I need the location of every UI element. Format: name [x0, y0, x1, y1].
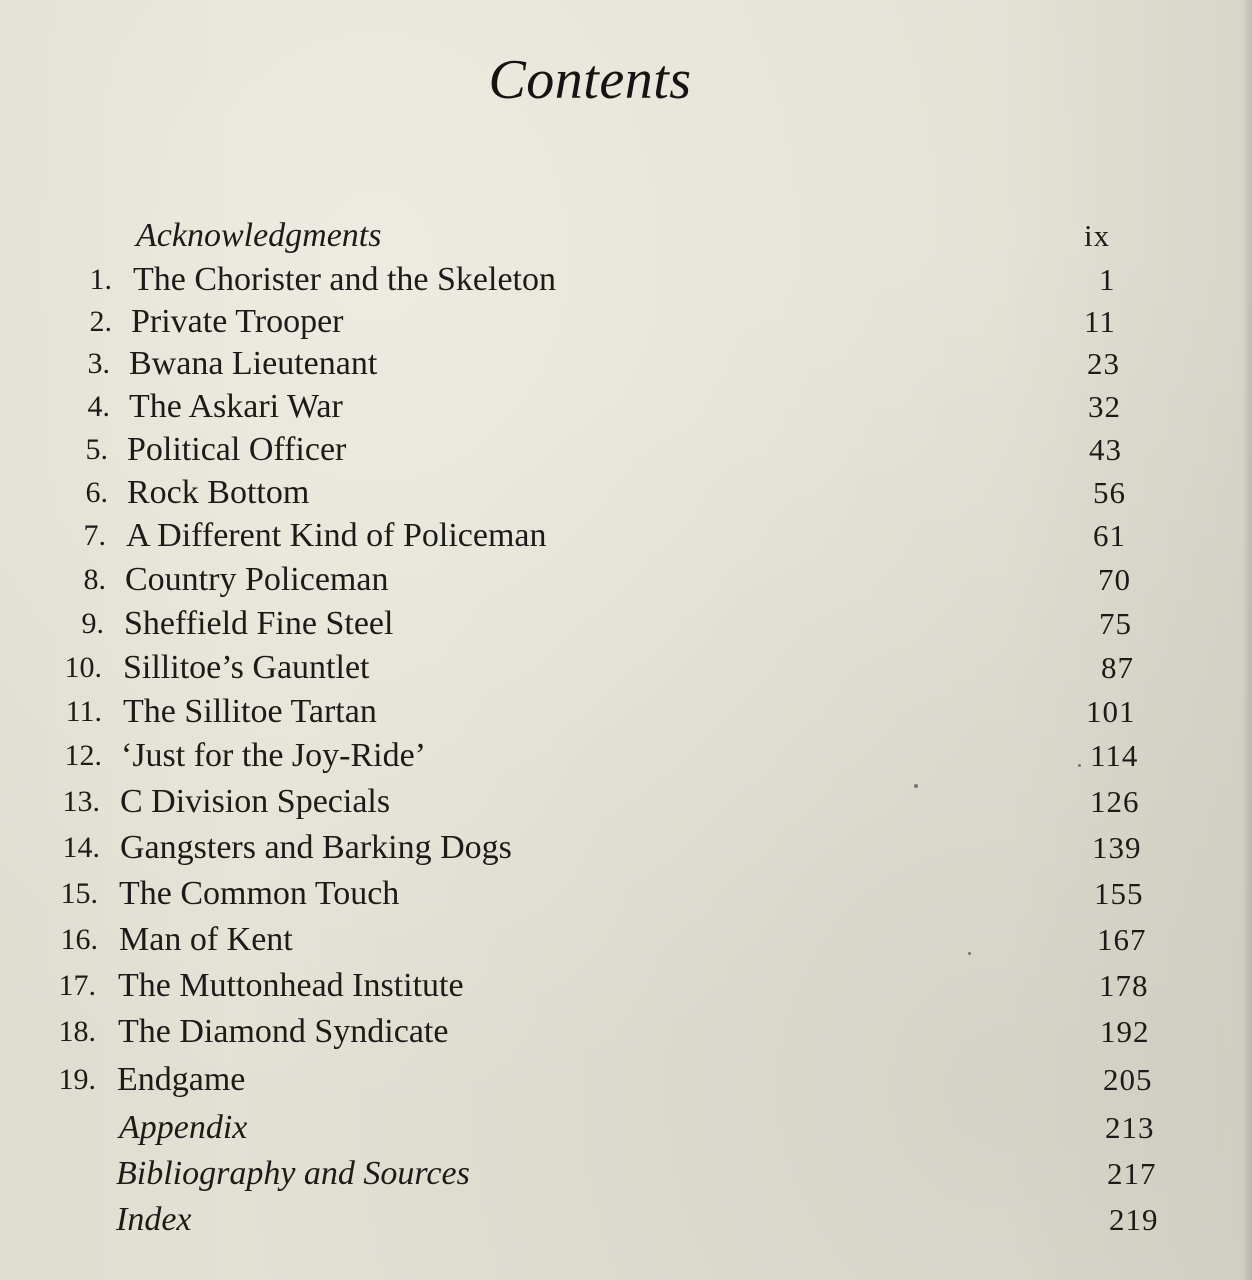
chapter-number: 16.	[60, 923, 98, 956]
chapter-title: Sillitoe’s Gauntlet	[123, 649, 370, 686]
chapter-number: 17.	[58, 969, 96, 1002]
toc-entry	[0, 385, 1252, 429]
page-number: 23	[1087, 346, 1120, 381]
toc-entry	[0, 872, 1252, 916]
chapter-number: 13.	[62, 785, 100, 818]
chapter-number: 3.	[87, 347, 110, 380]
chapter-title: The Askari War	[129, 388, 343, 425]
chapter-title: Man of Kent	[119, 921, 293, 958]
page-number: 126	[1090, 784, 1140, 819]
page-number: 11	[1084, 304, 1116, 339]
chapter-title: Bwana Lieutenant	[129, 345, 378, 382]
chapter-title: Sheffield Fine Steel	[124, 605, 394, 642]
paper-speck	[968, 952, 971, 955]
page-number: 192	[1100, 1014, 1150, 1049]
page-number: 32	[1088, 389, 1121, 424]
toc-entry	[0, 964, 1252, 1008]
toc-entry	[0, 780, 1252, 824]
paper-speck	[914, 784, 918, 788]
chapter-title: The Chorister and the Skeleton	[133, 261, 557, 298]
toc-entry	[0, 734, 1252, 778]
section-title: Bibliography and Sources	[116, 1155, 470, 1192]
toc-entry	[0, 558, 1252, 602]
page-number: 205	[1103, 1062, 1153, 1097]
chapter-title: C Division Specials	[120, 783, 391, 820]
chapter-number: 19.	[58, 1063, 96, 1096]
chapter-title: Political Officer	[127, 431, 347, 468]
page-number: 1	[1099, 262, 1116, 297]
chapter-number: 5.	[85, 433, 108, 466]
chapter-number: 11.	[65, 695, 102, 728]
section-title: Index	[116, 1201, 192, 1238]
chapter-title: The Muttonhead Institute	[118, 967, 464, 1004]
page-number: 43	[1089, 432, 1122, 467]
toc-entry	[0, 690, 1252, 734]
paper-speck	[1078, 764, 1081, 767]
toc-entry	[0, 646, 1252, 690]
chapter-number: 2.	[89, 305, 112, 338]
section-title: Acknowledgments	[136, 217, 382, 254]
chapter-number: 8.	[83, 563, 106, 596]
chapter-title: Private Trooper	[131, 303, 344, 340]
chapter-number: 18.	[58, 1015, 96, 1048]
chapter-number: 1.	[89, 263, 112, 296]
toc-entry	[0, 342, 1252, 386]
chapter-number: 9.	[81, 607, 104, 640]
toc-entry	[0, 826, 1252, 870]
chapter-number: 7.	[83, 519, 106, 552]
chapter-number: 6.	[85, 476, 108, 509]
toc-entry	[0, 300, 1252, 344]
chapter-title: Rock Bottom	[127, 474, 310, 511]
toc-entry	[0, 428, 1252, 472]
chapter-number: 12.	[64, 739, 102, 772]
toc-entry	[0, 214, 1252, 258]
toc-entry	[0, 1058, 1252, 1102]
toc-entry	[0, 1010, 1252, 1054]
toc-entry	[0, 258, 1252, 302]
chapter-number: 4.	[87, 390, 110, 423]
contents-title: Contents	[488, 49, 692, 111]
page-number: 155	[1094, 876, 1144, 911]
page-number: 75	[1099, 606, 1132, 641]
toc-entry	[0, 1106, 1252, 1150]
page-number: 87	[1101, 650, 1134, 685]
chapter-title: A Different Kind of Policeman	[126, 517, 547, 554]
chapter-number: 15.	[60, 877, 98, 910]
toc-entry	[0, 918, 1252, 962]
toc-entry	[0, 1198, 1252, 1242]
page-number: 139	[1092, 830, 1142, 865]
chapter-title: The Common Touch	[119, 875, 400, 912]
page-number: 61	[1093, 518, 1126, 553]
page-number: 70	[1098, 562, 1131, 597]
page-number: 167	[1097, 922, 1147, 957]
toc-entry	[0, 602, 1252, 646]
page-number: 101	[1086, 694, 1136, 729]
page-number: 219	[1109, 1202, 1159, 1237]
chapter-number: 10.	[64, 651, 102, 684]
chapter-title: The Sillitoe Tartan	[123, 693, 377, 730]
toc-entry	[0, 1152, 1252, 1196]
chapter-title: Gangsters and Barking Dogs	[120, 829, 512, 866]
section-title: Appendix	[119, 1109, 248, 1146]
page-number: 213	[1105, 1110, 1155, 1145]
toc-entry	[0, 514, 1252, 558]
chapter-title: The Diamond Syndicate	[118, 1013, 449, 1050]
chapter-number: 14.	[62, 831, 100, 864]
page-number: 178	[1099, 968, 1149, 1003]
page-number: ix	[1084, 218, 1111, 253]
toc-entry	[0, 471, 1252, 515]
page-number: 56	[1093, 475, 1126, 510]
page-number: 114	[1090, 738, 1139, 773]
page-number: 217	[1107, 1156, 1157, 1191]
chapter-title: ‘Just for the Joy-Ride’	[121, 737, 427, 774]
chapter-title: Endgame	[117, 1061, 246, 1098]
chapter-title: Country Policeman	[125, 561, 389, 598]
